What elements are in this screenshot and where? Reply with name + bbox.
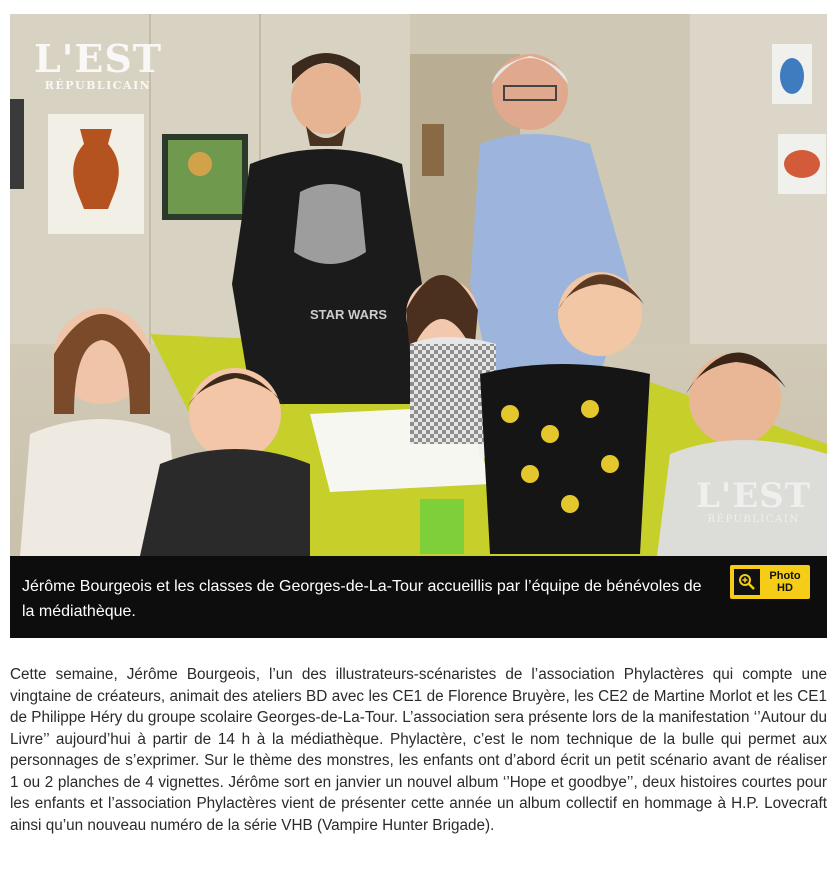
photo-hd-line2: HD bbox=[777, 582, 793, 594]
news-photo[interactable] bbox=[10, 14, 827, 556]
watermark-sub: RÉPUBLICAIN bbox=[44, 79, 152, 92]
article-body: Cette semaine, Jérôme Bourgeois, l’un des illustrateurs-scénaristes de l’association Phylactères qui compte une vingtaine de créateurs, animait des ateliers BD avec les CE1 de Florence Bruyère, les CE2 de Martine Morlot et les CE1 de Philippe Héry du groupe scolaire Georges-de-La-Tour. L’association sera présente lors de la manifestation ‘’Autour du Livre’’ aujourd’hui à partir de 14 h à la médiathèque. Phylactère, c’est le nom technique de la bulle qui permet aux personnages de s’exprimer. Sur le thème des monstres, les enfants ont d’abord écrit un petit scénario avant de réaliser 1 ou 2 planches de 4 vignettes. Jérôme sort en janvier un nouvel album ‘’Hope et goodbye’’, deux histoires courtes pour les enfants et l’association Phylactères vient de présenter cette année un album collectif en hommage à H.P. Lovecraft ainsi qu’un nouveau numéro de la série VHB (Vampire Hunter Brigade). bbox=[10, 666, 827, 834]
watermark-brand: L'EST bbox=[696, 476, 812, 516]
photo-hd-line1: Photo bbox=[769, 570, 801, 582]
zoom-in-icon bbox=[734, 569, 760, 595]
boy-batman bbox=[480, 364, 650, 554]
green-cup bbox=[420, 499, 464, 554]
boy-center bbox=[140, 449, 310, 556]
watermark-logo-top bbox=[34, 36, 163, 92]
photo-caption: Jérôme Bourgeois et les classes de Georges-de-La-Tour accueillis par l’équipe de bénévoles de la médiathèque. bbox=[22, 578, 702, 620]
photo-hd-label bbox=[760, 570, 810, 594]
photo-hd-button[interactable] bbox=[730, 565, 810, 599]
shirt-print: STAR WARS bbox=[310, 307, 388, 322]
photo-block bbox=[10, 14, 827, 638]
watermark-brand: L'EST bbox=[34, 36, 163, 81]
watermark-logo-bottom bbox=[696, 476, 812, 525]
watermark-sub: RÉPUBLICAIN bbox=[707, 514, 800, 525]
photo-illustration bbox=[10, 14, 827, 556]
